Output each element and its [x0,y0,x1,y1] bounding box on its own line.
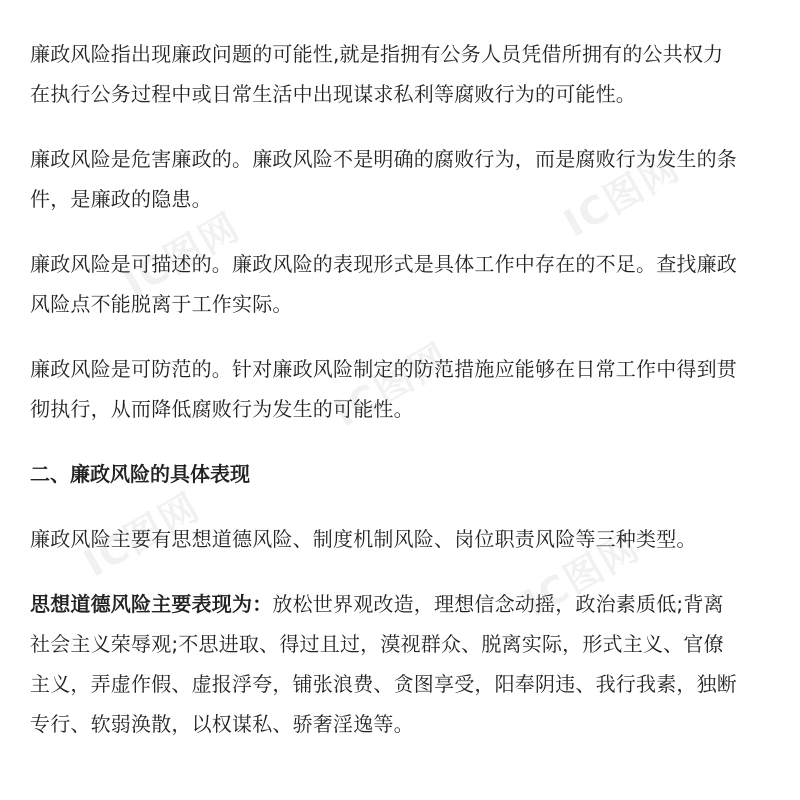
moral-risk-lead: 思想道德风险主要表现为： [30,592,273,616]
paragraph-describable [30,244,770,324]
text-line [30,584,770,624]
text-line: 廉政风险是可防范的。针对廉政风险制定的防范措施应能够在日常工作中得到贯 [30,357,737,381]
text-line: 专行、软弱涣散，以权谋私、骄奢淫逸等。 [30,712,414,736]
text-line: 社会主义荣辱观;不思进取、得过且过，漠视群众、脱离实际，形式主义、官僚 [30,632,724,656]
watermark-text: IC图网 [556,144,688,246]
text-line: 廉政风险是可描述的。廉政风险的表现形式是具体工作中存在的不足。查找廉政 [30,252,737,276]
text-line: 廉政风险主要有思想道德风险、制度机制风险、岗位职责风险等三种类型。 [30,527,697,551]
moral-risk-text: 放松世界观改造，理想信念动摇，政治素质低;背离 [272,592,724,616]
paragraph-harmful [30,139,770,219]
paragraph-definition [30,34,770,114]
section-heading: 二、廉政风险的具体表现 [30,462,250,486]
paragraph-types [30,519,770,559]
watermark-text: IC图网 [516,524,648,626]
text-line: 在执行公务过程中或日常生活中出现谋求私利等腐败行为的可能性。 [30,82,636,106]
watermark-text: IC图网 [76,484,208,586]
text-line: 件，是廉政的隐患。 [30,187,212,211]
text-line: 主义，弄虚作假、虚报浮夸，铺张浪费、贪图享受，阳奉阴违、我行我素，独断 [30,672,737,696]
text-line: 廉政风险指出现廉政问题的可能性,就是指拥有公务人员凭借所拥有的公共权力 [30,42,724,66]
watermark-text: IC图网 [116,204,248,306]
text-line: 廉政风险是危害廉政的。廉政风险不是明确的腐败行为，而是腐败行为发生的条 [30,147,737,171]
watermark-text: IC图网 [326,334,458,436]
text-line: 风险点不能脱离于工作实际。 [30,292,293,316]
paragraph-moral-risk [30,584,770,744]
paragraph-preventable [30,349,770,429]
text-line: 彻执行，从而降低腐败行为发生的可能性。 [30,397,414,421]
